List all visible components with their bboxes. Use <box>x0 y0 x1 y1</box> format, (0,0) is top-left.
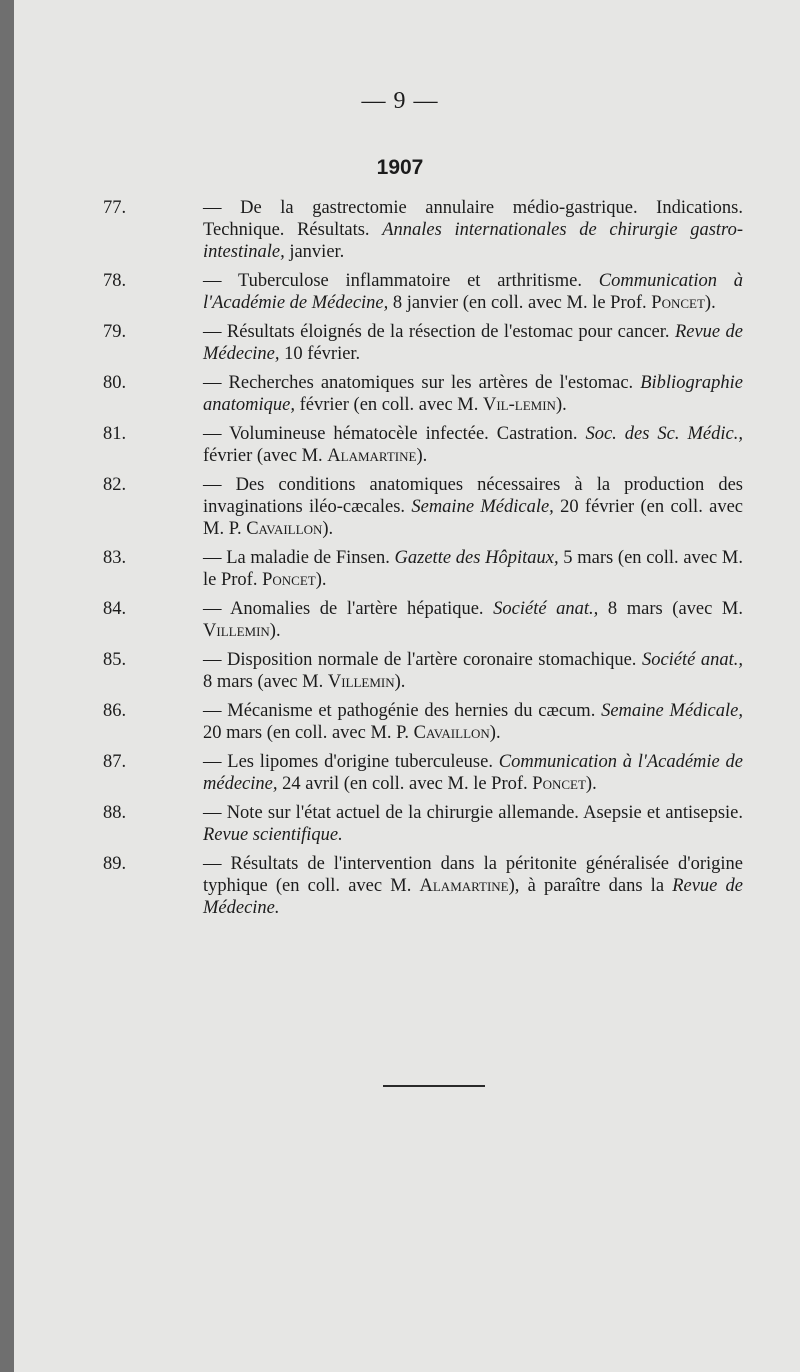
bibliography-entry <box>103 423 743 467</box>
entry-number: 77. <box>103 198 127 218</box>
entry-author-name: Alamartine <box>419 876 509 896</box>
entry-text-segment: 8 janvier (en coll. avec M. le Prof. <box>388 293 652 313</box>
entry-text-segment: ). <box>315 570 327 590</box>
closing-rule <box>383 1085 485 1087</box>
entry-author-name: Cavaillon <box>413 723 490 743</box>
bibliography-entry <box>103 598 743 642</box>
entry-number: 78. <box>103 271 127 291</box>
bibliography-entry <box>103 197 743 263</box>
bibliography-entry <box>103 474 743 540</box>
entry-journal-title: Annales internationales de chirurgie gastro-intestinale, <box>203 220 743 262</box>
bibliography-entry <box>103 372 743 416</box>
entry-text-segment: ). <box>555 395 567 415</box>
entry-text-segment: — La maladie de Finsen. <box>203 548 395 568</box>
entry-text-segment: ). <box>269 621 281 641</box>
entry-text-segment: 8 mars (avec M. <box>203 672 328 692</box>
entry-number: 80. <box>103 373 127 393</box>
entry-text-segment: 8 mars (avec M. <box>598 599 743 619</box>
entry-journal-title: Revue scientifique. <box>203 825 343 845</box>
entry-text-segment: ). <box>585 774 597 794</box>
entry-author-name: Villemin <box>327 672 395 692</box>
bibliography-entry <box>103 547 743 591</box>
entry-text-segment: — Des conditions anatomiques nécessaires à la production des invaginations iléo-cæcales. <box>203 475 743 517</box>
entry-text-segment: ). <box>416 446 428 466</box>
entry-text-segment: — Résultats éloignés de la résection de l'estomac pour cancer. <box>203 322 675 342</box>
entry-text <box>203 322 743 364</box>
entry-journal-title: Semaine Médicale, <box>411 497 554 517</box>
entry-text-segment: ). <box>322 519 334 539</box>
entry-text-segment: 24 avril (en coll. avec M. le Prof. <box>277 774 533 794</box>
entry-text-segment: — Résultats de l'intervention dans la péritonite généralisée d'origine typhique (en coll. avec M. <box>203 854 743 896</box>
entry-text-segment: — Anomalies de l'artère hépatique. <box>203 599 494 619</box>
entry-text-segment: 20 mars (en coll. avec M. P. <box>203 723 414 743</box>
entry-number: 86. <box>103 701 127 721</box>
entry-journal-title: Société anat., <box>493 599 599 619</box>
entry-text-segment: ). <box>394 672 406 692</box>
entry-number: 88. <box>103 803 127 823</box>
entry-text-segment: février (en coll. avec M. <box>294 395 483 415</box>
bibliography-entry <box>103 802 743 846</box>
entry-text <box>203 701 743 743</box>
entry-author-name: Poncet <box>262 570 316 590</box>
entry-author-name: Poncet <box>532 774 586 794</box>
entry-author-name: Alamartine <box>327 446 417 466</box>
entry-text-segment: ). <box>704 293 716 313</box>
entry-text <box>203 752 743 794</box>
section-year-heading: 1907 <box>376 156 424 179</box>
entry-number: 83. <box>103 548 127 568</box>
entry-text <box>203 198 743 262</box>
entry-text <box>203 599 743 641</box>
entry-author-name: Poncet <box>651 293 705 313</box>
entry-number: 81. <box>103 424 127 444</box>
bibliography-entry <box>103 649 743 693</box>
entry-journal-title: Gazette des Hôpitaux, <box>394 548 559 568</box>
entry-text-segment: janvier. <box>284 242 345 262</box>
entry-text-segment: — De la gastrectomie annulaire médio-gastrique. Indications. Technique. Résultats. <box>203 198 743 240</box>
entry-journal-title: Revue de Médecine, <box>203 322 743 364</box>
bibliography-entry <box>103 853 743 919</box>
entry-text <box>203 373 743 415</box>
entry-text-segment: ). <box>489 723 501 743</box>
entry-journal-title: Société anat., <box>641 650 743 670</box>
entry-text <box>203 650 743 692</box>
entry-author-name: Cavaillon <box>246 519 323 539</box>
entry-text-segment: 10 février. <box>279 344 361 364</box>
entry-text-segment: ), à paraître dans la <box>508 876 673 896</box>
bibliography-entry <box>103 751 743 795</box>
bibliography-entry <box>103 321 743 365</box>
entry-author-name: Vil-lemin <box>482 395 556 415</box>
entry-text-segment: — Mécanisme et pathogénie des hernies du cæcum. <box>203 701 602 721</box>
entry-number: 82. <box>103 475 127 495</box>
bibliography-entry <box>103 270 743 314</box>
entry-number: 87. <box>103 752 127 772</box>
entry-journal-title: Communication à l'Académie de médecine, <box>203 752 743 794</box>
entry-text-segment: — Les lipomes d'origine tuberculeuse. <box>203 752 499 772</box>
entry-number: 85. <box>103 650 127 670</box>
entry-text <box>203 548 743 590</box>
entry-text-segment: 5 mars (en coll. avec M. le Prof. <box>203 548 743 590</box>
entry-journal-title: Communication à l'Académie de Médecine, <box>203 271 743 313</box>
entry-journal-title: Soc. des Sc. Médic., <box>585 424 743 444</box>
entry-text-segment: février (avec M. <box>203 446 328 466</box>
entry-text-segment: 20 février (en coll. avec M. P. <box>203 497 744 539</box>
entry-text-segment: — Tuberculose inflammatoire et arthritisme. <box>203 271 599 291</box>
entry-text-segment: — Disposition normale de l'artère coronaire stomachique. <box>203 650 642 670</box>
entry-text-segment: — Volumineuse hématocèle infectée. Castration. <box>203 424 586 444</box>
entry-journal-title: Revue de Médecine. <box>203 876 743 918</box>
entry-journal-title: Bibliographie anatomique, <box>203 373 743 415</box>
entry-author-name: Villemin <box>203 621 270 641</box>
bibliography-entry <box>103 700 743 744</box>
entry-text-segment: — Note sur l'état actuel de la chirurgie allemande. Asepsie et antisepsie. <box>203 803 743 823</box>
entry-text <box>203 854 743 918</box>
entry-number: 89. <box>103 854 127 874</box>
page-number: — 9 — <box>361 88 439 114</box>
entry-text-segment: — Recherches anatomiques sur les artères de l'estomac. <box>203 373 641 393</box>
entry-journal-title: Semaine Médicale, <box>601 701 743 721</box>
entry-text <box>203 475 743 539</box>
bibliography-list <box>103 197 743 926</box>
entry-text <box>203 803 743 845</box>
entry-text <box>203 271 743 313</box>
entry-text <box>203 424 743 466</box>
entry-number: 79. <box>103 322 127 342</box>
entry-number: 84. <box>103 599 127 619</box>
